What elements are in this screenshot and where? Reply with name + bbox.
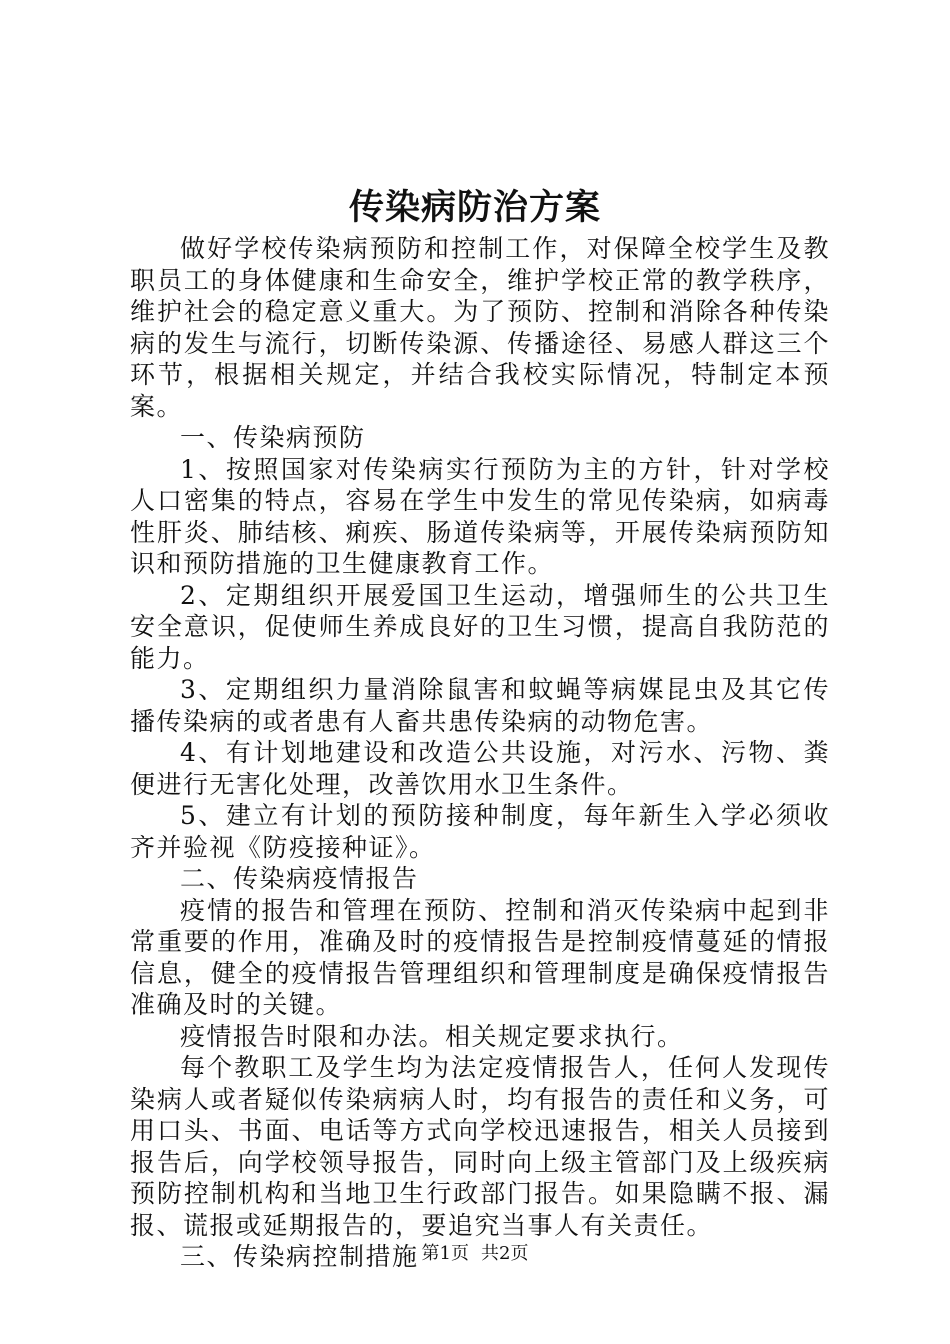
report-paragraph-1: 疫情的报告和管理在预防、控制和消灭传染病中起到非常重要的作用，准确及时的疫情报告是控制疫情蔓延的情报信息，健全的疫情报告管理组织和管理制度是确保疫情报告准确及时的关键。 <box>130 895 830 1019</box>
report-paragraph-3: 每个教职工及学生均为法定疫情报告人，任何人发现传染病人或者疑似传染病病人时，均有报告的责任和义务，可用口头、书面、电话等方式向学校迅速报告，相关人员接到报告后，向学校领导报告，同时向上级主管部门及上级疾病预防控制机构和当地卫生行政部门报告。如果隐瞒不报、漏报、谎报或延期报告的，要追究当事人有关责任。 <box>130 1053 830 1240</box>
page-footer <box>0 1242 950 1266</box>
prevention-item-1: 1、按照国家对传染病实行预防为主的方针，针对学校人口密集的特点，容易在学生中发生的常见传染病，如病毒性肝炎、肺结核、痢疾、肠道传染病等，开展传染病预防知识和预防措施的卫生健康教育工作。 <box>130 454 830 578</box>
intro-paragraph: 做好学校传染病预防和控制工作，对保障全校学生及教职员工的身体健康和生命安全，维护学校正常的教学秩序，维护社会的稳定意义重大。为了预防、控制和消除各种传染病的发生与流行，切断传染源、传播途径、易感人群这三个环节，根据相关规定，并结合我校实际情况，特制定本预案。 <box>130 234 830 421</box>
section-heading-report: 二、传染病疫情报告 <box>180 864 419 893</box>
page-total: 共2页 <box>481 1243 529 1264</box>
report-paragraph-2: 疫情报告时限和办法。相关规定要求执行。 <box>180 1021 684 1051</box>
prevention-item-2: 2、定期组织开展爱国卫生运动，增强师生的公共卫生安全意识，促使师生养成良好的卫生习惯，提高自我防范的能力。 <box>130 580 830 673</box>
document-title: 传染病防治方案 <box>348 187 601 228</box>
prevention-item-3: 3、定期组织力量消除鼠害和蚊蝇等病媒昆虫及其它传播传染病的或者患有人畜共患传染病的动物危害。 <box>130 675 830 736</box>
section-heading-prevention: 一、传染病预防 <box>180 423 366 452</box>
document-body <box>130 233 830 1273</box>
page-number: 第1页 <box>421 1243 469 1264</box>
section-heading-control: 三、传染病控制措施 <box>180 1242 419 1271</box>
prevention-item-5: 5、建立有计划的预防接种制度，每年新生入学必须收齐并验视《防疫接种证》。 <box>130 801 830 862</box>
prevention-item-4: 4、有计划地建设和改造公共设施，对污水、污物、粪便进行无害化处理，改善饮用水卫生条件。 <box>130 738 830 799</box>
